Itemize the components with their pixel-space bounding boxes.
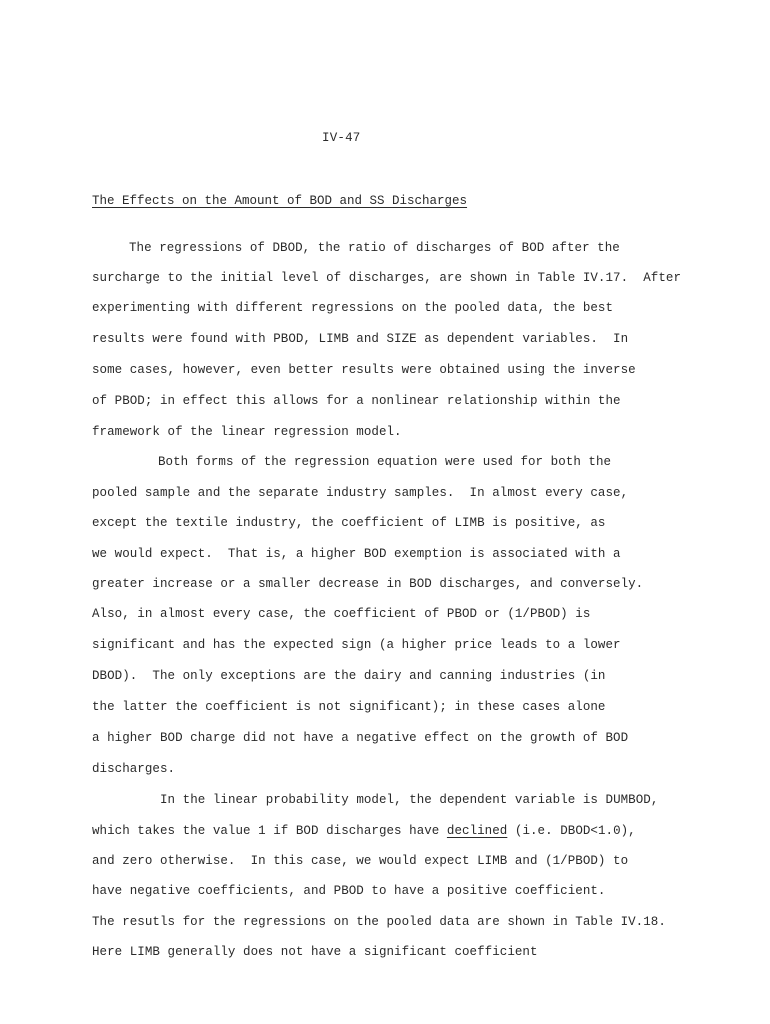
text-line: have negative coefficients, and PBOD to have a positive coefficient.	[92, 884, 606, 898]
text-segment: (i.e. DBOD<1.0),	[514, 824, 636, 838]
text-line: Both forms of the regression equation were used for both the	[158, 455, 612, 469]
text-line: except the textile industry, the coefficient of LIMB is positive, as	[92, 516, 606, 530]
text-line: results were found with PBOD, LIMB and SIZE as dependent variables. In	[92, 332, 629, 346]
text-line: In the linear probability model, the dependent variable is DUMBOD,	[160, 793, 659, 807]
text-line: surcharge to the initial level of discharges, are shown in Table IV.17. After	[92, 271, 681, 285]
text-line: The resutls for the regressions on the pooled data are shown in Table IV.18.	[92, 915, 666, 929]
text-line: of PBOD; in effect this allows for a nonlinear relationship within the	[92, 394, 621, 408]
text-line: The regressions of DBOD, the ratio of discharges of BOD after the	[129, 241, 620, 255]
text-line: discharges.	[92, 762, 176, 776]
text-line: Here LIMB generally does not have a significant coefficient	[92, 945, 538, 959]
text-line: pooled sample and the separate industry samples. In almost every case,	[92, 486, 629, 500]
page-number: IV-47	[322, 131, 361, 145]
text-line: and zero otherwise. In this case, we would expect LIMB and (1/PBOD) to	[92, 854, 629, 868]
text-line: some cases, however, even better results were obtained using the inverse	[92, 363, 636, 377]
underlined-word: declined	[446, 824, 508, 838]
text-line: experimenting with different regressions on the pooled data, the best	[92, 301, 614, 315]
text-line: we would expect. That is, a higher BOD exemption is associated with a	[92, 547, 621, 561]
text-line: framework of the linear regression model.	[92, 425, 402, 439]
text-line: a higher BOD charge did not have a negative effect on the growth of BOD	[92, 731, 629, 745]
section-heading: The Effects on the Amount of BOD and SS Discharges	[92, 194, 468, 208]
text-line: DBOD). The only exceptions are the dairy and canning industries (in	[92, 669, 606, 683]
text-line: Also, in almost every case, the coefficient of PBOD or (1/PBOD) is	[92, 607, 591, 621]
text-line	[92, 824, 636, 838]
text-line: greater increase or a smaller decrease in BOD discharges, and conversely.	[92, 577, 644, 591]
text-line: the latter the coefficient is not significant); in these cases alone	[92, 700, 606, 714]
text-line: significant and has the expected sign (a higher price leads to a lower	[92, 638, 621, 652]
text-segment: which takes the value 1 if BOD discharges have	[92, 824, 440, 838]
